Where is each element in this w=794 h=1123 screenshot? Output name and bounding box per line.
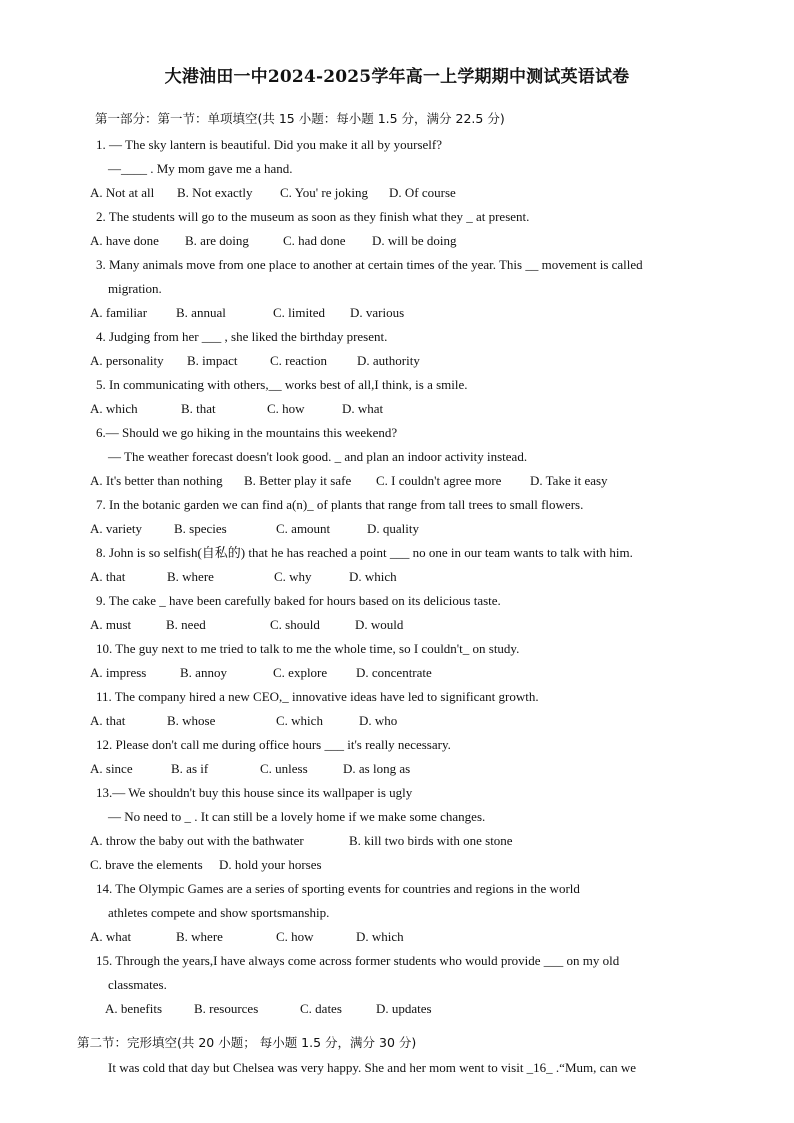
option-b: B. Not exactly (177, 185, 253, 200)
option-a: A. that (90, 713, 126, 728)
question-stem: 2. The students will go to the museum as soon as they finish what they _ at present. (96, 209, 530, 224)
option-b: B. impact (187, 353, 238, 368)
option-b: B. whose (167, 713, 216, 728)
option-row (0, 929, 794, 945)
option-b: B. where (167, 569, 214, 584)
option-c: C. which (276, 713, 323, 728)
option-row (0, 233, 794, 249)
passage-text: It was cold that day but Chelsea was very happy. She and her mom went to visit _16_ .“Mum, can we (108, 1060, 637, 1075)
option-d: D. quality (367, 521, 419, 536)
option-a: A. impress (90, 665, 147, 680)
option-c: C. unless (260, 761, 308, 776)
question-stem: 6.— Should we go hiking in the mountains this weekend? (96, 425, 398, 440)
option-d: D. would (355, 617, 404, 632)
option-d: D. will be doing (372, 233, 457, 248)
question-stem: 8. John is so selfish(自私的) that he has reached a point ___ no one in our team wants to talk with him. (96, 545, 633, 560)
option-d: D. Take it easy (530, 473, 608, 488)
question-stem: 11. The company hired a new CEO,_ innovative ideas have led to significant growth. (96, 689, 539, 704)
option-row (0, 833, 794, 849)
option-c: C. You' re joking (280, 185, 368, 200)
question-stem: 14. The Olympic Games are a series of sporting events for countries and regions in the world (96, 881, 580, 896)
question-stem: migration. (108, 281, 162, 296)
question-stem: classmates. (108, 977, 167, 992)
question-stem: 10. The guy next to me tried to talk to me the whole time, so I couldn't_ on study. (96, 641, 520, 656)
option-c: C. amount (276, 521, 331, 536)
option-a: A. benefits (105, 1001, 163, 1016)
option-a: A. since (90, 761, 133, 776)
option-b: B. annual (176, 305, 226, 320)
option-b: B. annoy (180, 665, 227, 680)
question-stem: 15. Through the years,I have always come across former students who would provide ___ on my old (96, 953, 620, 968)
option-row (0, 665, 794, 681)
question-stem: 12. Please don't call me during office hours ___ it's really necessary. (96, 737, 451, 752)
question-stem: — The weather forecast doesn't look good. _ and plan an indoor activity instead. (108, 449, 528, 464)
option-a: A. what (90, 929, 132, 944)
question-stem: 5. In communicating with others,__ works best of all,I think, is a smile. (96, 377, 468, 392)
option-d: D. what (342, 401, 384, 416)
option-row (0, 521, 794, 537)
question-stem: 4. Judging from her ___ , she liked the birthday present. (96, 329, 388, 344)
option-d: D. updates (376, 1001, 432, 1016)
option-d: D. concentrate (356, 665, 432, 680)
option-row (0, 569, 794, 585)
exam-title: 大港油田一中2024-2025学年高一上学期期中测试英语试卷 (164, 67, 630, 87)
option-row (0, 761, 794, 777)
option-b: B. kill two birds with one stone (349, 833, 513, 848)
option-c: C. how (267, 401, 305, 416)
section-header-cloze: 第二节：完形填空(共 20 小题； 每小题 1.5 分，满分 30 分) (77, 1035, 417, 1050)
option-c: C. I couldn't agree more (376, 473, 502, 488)
option-row (0, 713, 794, 729)
option-a: A. It's better than nothing (90, 473, 223, 488)
option-d: D. authority (357, 353, 420, 368)
option-row (0, 305, 794, 321)
option-a: A. have done (90, 233, 159, 248)
option-c: C. explore (273, 665, 328, 680)
option-c: C. why (274, 569, 312, 584)
question-stem: —____ . My mom gave me a hand. (108, 161, 293, 176)
option-row (0, 617, 794, 633)
option-row (0, 1001, 794, 1017)
option-c: C. dates (300, 1001, 342, 1016)
option-a: A. personality (90, 353, 164, 368)
option-c: C. how (276, 929, 314, 944)
question-stem: 3. Many animals move from one place to another at certain times of the year. This __ movement is called (96, 257, 643, 272)
option-a: A. Not at all (90, 185, 155, 200)
option-c: C. limited (273, 305, 325, 320)
option-b: B. resources (194, 1001, 259, 1016)
option-a: A. must (90, 617, 132, 632)
option-b: B. Better play it safe (244, 473, 352, 488)
question-stem: 13.— We shouldn't buy this house since its wallpaper is ugly (96, 785, 413, 800)
option-a: A. which (90, 401, 138, 416)
option-c: C. had done (283, 233, 346, 248)
option-d: D. which (349, 569, 397, 584)
option-b: B. species (174, 521, 227, 536)
option-c: C. brave the elements (90, 857, 203, 872)
option-a: A. familiar (90, 305, 148, 320)
option-b: B. as if (171, 761, 209, 776)
option-d: D. various (350, 305, 405, 320)
option-row (0, 473, 794, 489)
option-b: B. where (176, 929, 223, 944)
option-a: A. that (90, 569, 126, 584)
option-b: B. need (166, 617, 206, 632)
option-row (0, 353, 794, 369)
option-d: D. Of course (389, 185, 456, 200)
option-c: C. reaction (270, 353, 328, 368)
option-a: A. throw the baby out with the bathwater (90, 833, 304, 848)
option-row (0, 401, 794, 417)
question-stem: 7. In the botanic garden we can find a(n)_ of plants that range from tall trees to small flowers. (96, 497, 584, 512)
option-d: D. as long as (343, 761, 411, 776)
option-d: D. hold your horses (219, 857, 322, 872)
section-header-single-choice: 第一部分：第一节：单项填空(共 15 小题：每小题 1.5 分，满分 22.5 分) (95, 111, 505, 126)
option-d: D. which (356, 929, 404, 944)
option-row (0, 857, 794, 873)
question-stem: — No need to _ . It can still be a lovely home if we make some changes. (108, 809, 486, 824)
question-stem: athletes compete and show sportsmanship. (108, 905, 330, 920)
option-d: D. who (359, 713, 398, 728)
option-b: B. are doing (185, 233, 249, 248)
option-a: A. variety (90, 521, 142, 536)
option-row (0, 185, 794, 201)
option-c: C. should (270, 617, 320, 632)
question-stem: 1. — The sky lantern is beautiful. Did you make it all by yourself? (96, 137, 442, 152)
question-stem: 9. The cake _ have been carefully baked for hours based on its delicious taste. (96, 593, 501, 608)
option-b: B. that (181, 401, 216, 416)
